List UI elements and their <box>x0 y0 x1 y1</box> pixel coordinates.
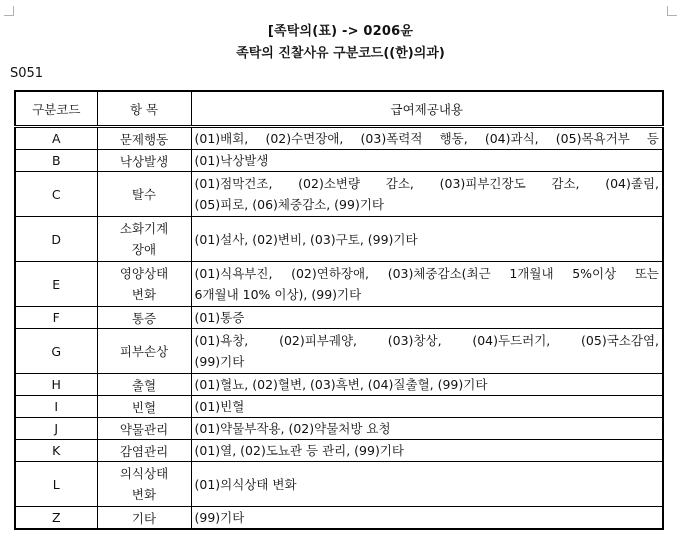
row-item: 낙상발생 <box>97 150 191 172</box>
row-code: B <box>15 150 97 172</box>
row-code: H <box>15 374 97 396</box>
row-content-line-1: (01)점막건조, (02)소변량 감소, (03)피부긴장도 감소, (04)졸림, <box>194 176 659 191</box>
table-row <box>15 307 663 329</box>
row-content-line-2: (99)기타 <box>194 354 245 369</box>
table-row <box>15 172 663 217</box>
row-content <box>191 172 663 217</box>
row-content-line-2: (05)피로, (06)체중감소, (99)기타 <box>194 197 384 212</box>
row-content: (01)배회, (02)수면장애, (03)폭력적 행동, (04)과식, (05)목욕거부 등 <box>191 127 663 150</box>
row-code: K <box>15 440 97 462</box>
table-row <box>15 462 663 507</box>
row-item-line-2: 변화 <box>131 287 157 302</box>
row-content: (01)낙상발생 <box>191 150 663 172</box>
page-corner-mark-right <box>667 6 677 16</box>
table-row <box>15 396 663 418</box>
row-code: D <box>15 217 97 262</box>
row-code: G <box>15 329 97 374</box>
table-row <box>15 150 663 172</box>
row-content: (01)열, (02)도뇨관 등 관리, (99)기타 <box>191 440 663 462</box>
row-content: (01)의식상태 변화 <box>191 462 663 507</box>
table-row <box>15 507 663 530</box>
reason-code-table <box>14 90 664 530</box>
row-code: C <box>15 172 97 217</box>
document-title: [족탁의(표) -> 0206윤 <box>267 24 414 39</box>
row-item <box>97 217 191 262</box>
row-code: A <box>15 127 97 150</box>
row-content-line-1: (01)욕창, (02)피부궤양, (03)창상, (04)두드러기, (05)국소감염, <box>194 333 659 348</box>
row-content: (01)약물부작용, (02)약물처방 요청 <box>191 418 663 440</box>
row-code: J <box>15 418 97 440</box>
table-row <box>15 262 663 307</box>
row-code: L <box>15 462 97 507</box>
table-row <box>15 440 663 462</box>
document-subtitle: 족탁의 진찰사유 구분코드((한)의과) <box>236 46 445 61</box>
row-code: E <box>15 262 97 307</box>
row-item-line-1: 의식상태 <box>119 466 169 481</box>
row-item-line-1: 영양상태 <box>119 266 169 281</box>
row-code: F <box>15 307 97 329</box>
row-content: (01)혈뇨, (02)혈변, (03)흑변, (04)질출혈, (99)기타 <box>191 374 663 396</box>
row-item: 기타 <box>97 507 191 530</box>
table-row <box>15 329 663 374</box>
table-row <box>15 127 663 150</box>
row-item-line-2: 장애 <box>131 242 157 257</box>
row-content-line-2: 6개월내 10% 이상), (99)기타 <box>194 287 362 302</box>
row-item: 탈수 <box>97 172 191 217</box>
table-row <box>15 418 663 440</box>
row-item: 약물관리 <box>97 418 191 440</box>
row-item <box>97 262 191 307</box>
row-item: 출혈 <box>97 374 191 396</box>
row-item-line-2: 변화 <box>131 487 157 502</box>
row-item <box>97 462 191 507</box>
table-row <box>15 374 663 396</box>
row-item: 피부손상 <box>97 329 191 374</box>
section-code: S051 <box>10 66 44 81</box>
column-header-code: 구분코드 <box>15 91 97 127</box>
row-item: 통증 <box>97 307 191 329</box>
row-code: Z <box>15 507 97 530</box>
row-code: I <box>15 396 97 418</box>
row-item: 감염관리 <box>97 440 191 462</box>
page-corner-mark-left <box>4 6 14 16</box>
row-item-line-1: 소화기계 <box>119 221 169 236</box>
row-content: (01)설사, (02)변비, (03)구토, (99)기타 <box>191 217 663 262</box>
table-header-row <box>15 91 663 127</box>
row-item: 빈혈 <box>97 396 191 418</box>
row-item: 문제행동 <box>97 127 191 150</box>
column-header-content: 급여제공내용 <box>191 91 663 127</box>
row-content <box>191 262 663 307</box>
row-content-line-1: (01)식욕부진, (02)연하장애, (03)체중감소(최근 1개월내 5%이상 또는 <box>194 266 659 281</box>
column-header-item: 항 목 <box>97 91 191 127</box>
row-content <box>191 329 663 374</box>
table-row <box>15 217 663 262</box>
row-content: (01)통증 <box>191 307 663 329</box>
row-content: (99)기타 <box>191 507 663 530</box>
row-content: (01)빈혈 <box>191 396 663 418</box>
